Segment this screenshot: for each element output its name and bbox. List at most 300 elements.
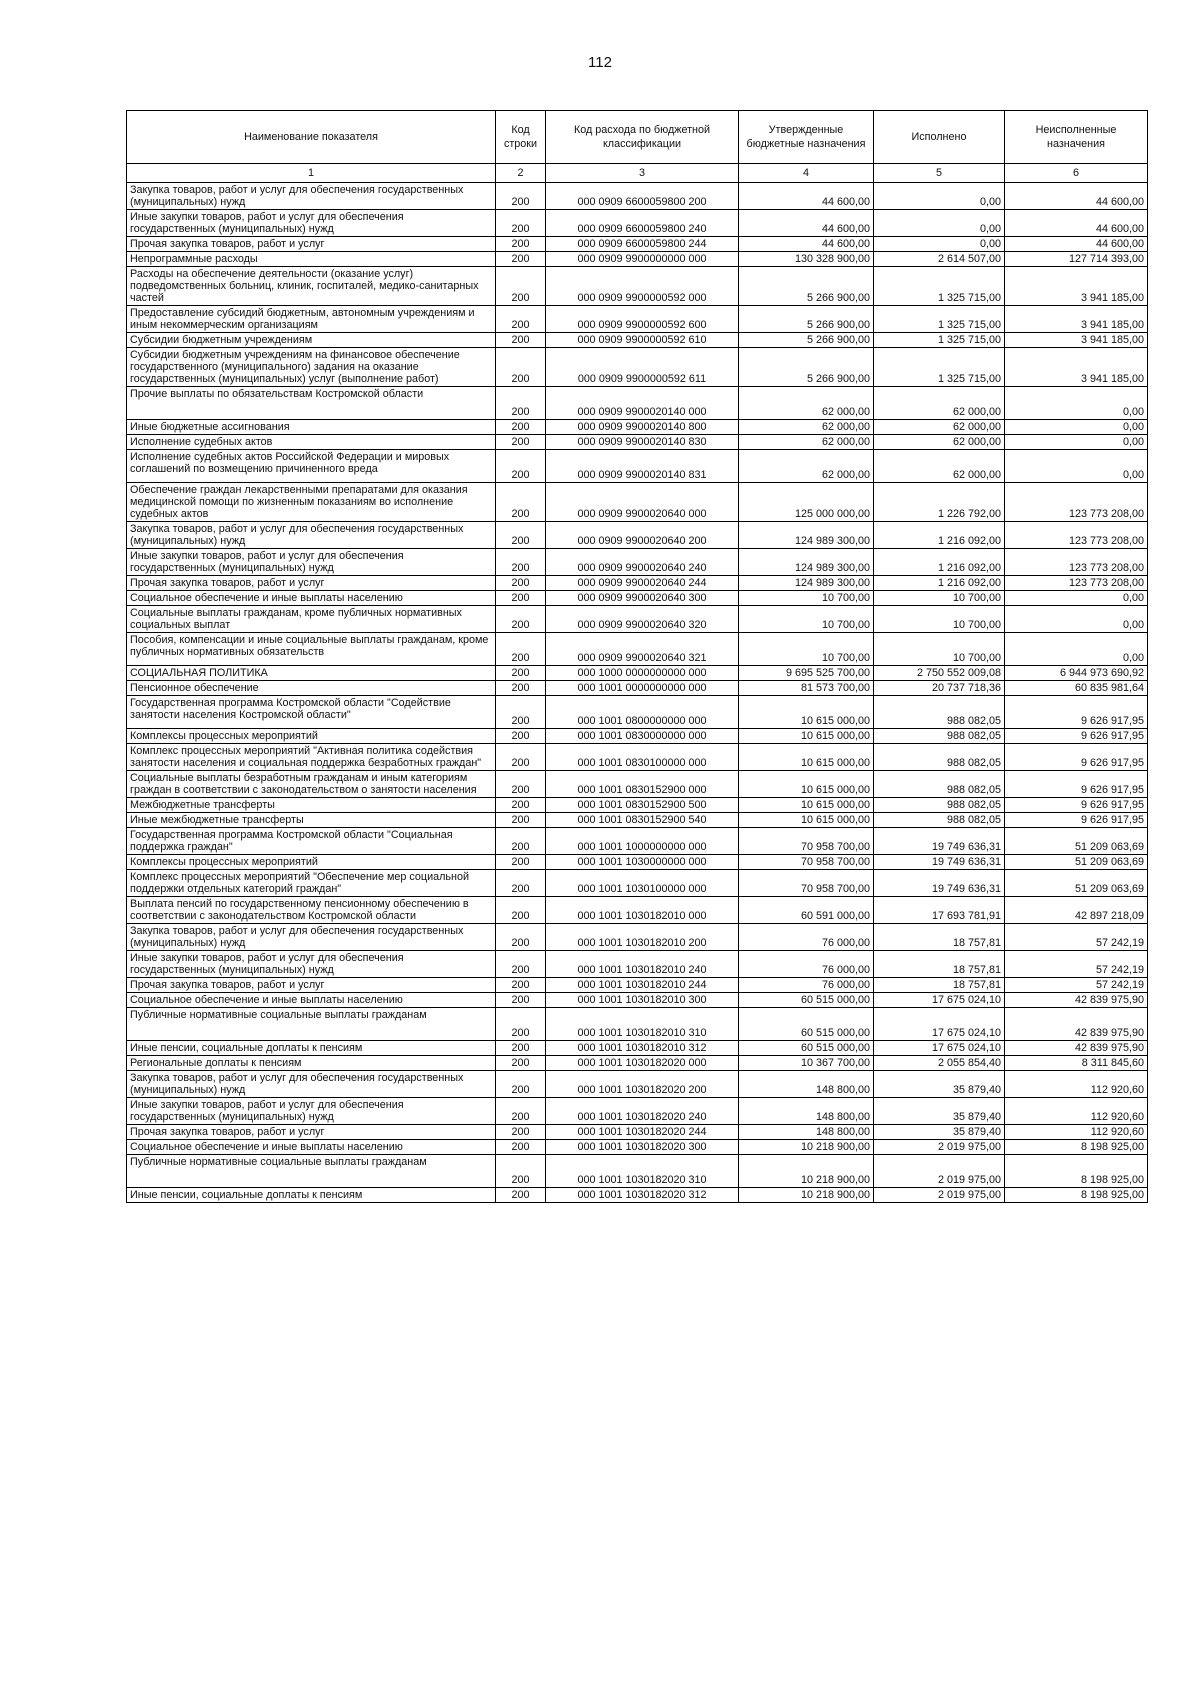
table-row (127, 549, 1148, 576)
row-approved-amount: 124 989 300,00 (739, 522, 874, 549)
row-executed-amount: 19 749 636,31 (874, 870, 1005, 897)
row-executed-amount: 1 216 092,00 (874, 522, 1005, 549)
table-row (127, 993, 1148, 1008)
row-line-code: 200 (496, 1155, 546, 1188)
row-approved-amount: 44 600,00 (739, 237, 874, 252)
row-name: Непрограммные расходы (127, 252, 496, 267)
row-approved-amount: 5 266 900,00 (739, 348, 874, 387)
row-unexecuted-amount: 60 835 981,64 (1005, 681, 1148, 696)
row-approved-amount: 76 000,00 (739, 924, 874, 951)
row-executed-amount: 35 879,40 (874, 1125, 1005, 1140)
row-unexecuted-amount: 9 626 917,95 (1005, 744, 1148, 771)
row-unexecuted-amount: 8 198 925,00 (1005, 1155, 1148, 1188)
row-classification-code: 000 1000 0000000000 000 (546, 666, 739, 681)
row-approved-amount: 10 700,00 (739, 633, 874, 666)
row-unexecuted-amount: 57 242,19 (1005, 924, 1148, 951)
row-unexecuted-amount: 9 626 917,95 (1005, 771, 1148, 798)
table-row (127, 237, 1148, 252)
row-approved-amount: 10 615 000,00 (739, 771, 874, 798)
row-classification-code: 000 0909 9900000592 611 (546, 348, 739, 387)
table-row (127, 1008, 1148, 1041)
row-approved-amount: 60 515 000,00 (739, 993, 874, 1008)
row-line-code: 200 (496, 897, 546, 924)
row-line-code: 200 (496, 813, 546, 828)
row-name: Региональные доплаты к пенсиям (127, 1056, 496, 1071)
table-row (127, 798, 1148, 813)
row-name: Субсидии бюджетным учреждениям (127, 333, 496, 348)
row-executed-amount: 988 082,05 (874, 729, 1005, 744)
table-row (127, 1098, 1148, 1125)
row-line-code: 200 (496, 633, 546, 666)
row-unexecuted-amount: 42 839 975,90 (1005, 1041, 1148, 1056)
row-line-code: 200 (496, 1098, 546, 1125)
row-name: Прочая закупка товаров, работ и услуг (127, 237, 496, 252)
row-name: СОЦИАЛЬНАЯ ПОЛИТИКА (127, 666, 496, 681)
row-executed-amount: 2 055 854,40 (874, 1056, 1005, 1071)
row-unexecuted-amount: 0,00 (1005, 435, 1148, 450)
row-line-code: 200 (496, 387, 546, 420)
row-line-code: 200 (496, 1056, 546, 1071)
row-line-code: 200 (496, 183, 546, 210)
row-name: Выплата пенсий по государственному пенсионному обеспечению в соответствии с законодательством Костромской области (127, 897, 496, 924)
row-executed-amount: 18 757,81 (874, 951, 1005, 978)
row-name: Пособия, компенсации и иные социальные выплаты гражданам, кроме публичных нормативных обязательств (127, 633, 496, 666)
row-name: Исполнение судебных актов Российской Федерации и мировых соглашений по возмещению причиненного вреда (127, 450, 496, 483)
row-executed-amount: 10 700,00 (874, 633, 1005, 666)
row-name: Комплекс процессных мероприятий "Обеспечение мер социальной поддержки отдельных категорий граждан" (127, 870, 496, 897)
row-executed-amount: 1 325 715,00 (874, 333, 1005, 348)
row-classification-code: 000 0909 9900000592 600 (546, 306, 739, 333)
table-row (127, 348, 1148, 387)
row-classification-code: 000 0909 9900020640 000 (546, 483, 739, 522)
row-unexecuted-amount: 6 944 973 690,92 (1005, 666, 1148, 681)
row-classification-code: 000 0909 9900020140 830 (546, 435, 739, 450)
row-approved-amount: 130 328 900,00 (739, 252, 874, 267)
budget-execution-table (126, 110, 1148, 1203)
row-approved-amount: 62 000,00 (739, 387, 874, 420)
row-classification-code: 000 0909 6600059800 240 (546, 210, 739, 237)
row-line-code: 200 (496, 252, 546, 267)
column-number: 1 (127, 164, 496, 183)
row-line-code: 200 (496, 483, 546, 522)
row-approved-amount: 5 266 900,00 (739, 306, 874, 333)
row-name: Социальное обеспечение и иные выплаты населению (127, 993, 496, 1008)
table-row (127, 696, 1148, 729)
header-line-code: Код строки (496, 111, 546, 164)
row-unexecuted-amount: 123 773 208,00 (1005, 576, 1148, 591)
row-executed-amount: 1 325 715,00 (874, 306, 1005, 333)
row-executed-amount: 18 757,81 (874, 924, 1005, 951)
row-executed-amount: 62 000,00 (874, 387, 1005, 420)
table-row (127, 828, 1148, 855)
row-executed-amount: 18 757,81 (874, 978, 1005, 993)
row-name: Прочая закупка товаров, работ и услуг (127, 1125, 496, 1140)
table-body (127, 183, 1148, 1203)
row-classification-code: 000 1001 1030182010 310 (546, 1008, 739, 1041)
header-indicator-name: Наименование показателя (127, 111, 496, 164)
row-line-code: 200 (496, 210, 546, 237)
table-row (127, 1071, 1148, 1098)
row-approved-amount: 62 000,00 (739, 420, 874, 435)
row-unexecuted-amount: 112 920,60 (1005, 1098, 1148, 1125)
row-executed-amount: 10 700,00 (874, 591, 1005, 606)
row-approved-amount: 5 266 900,00 (739, 267, 874, 306)
row-classification-code: 000 1001 1030000000 000 (546, 855, 739, 870)
row-name: Предоставление субсидий бюджетным, автономным учреждениям и иным некоммерческим организациям (127, 306, 496, 333)
table-row (127, 306, 1148, 333)
row-classification-code: 000 1001 1030182020 000 (546, 1056, 739, 1071)
row-executed-amount: 2 019 975,00 (874, 1155, 1005, 1188)
row-name: Иные закупки товаров, работ и услуг для обеспечения государственных (муниципальных) нужд (127, 210, 496, 237)
row-approved-amount: 124 989 300,00 (739, 549, 874, 576)
row-executed-amount: 17 675 024,10 (874, 1041, 1005, 1056)
table-row (127, 897, 1148, 924)
row-line-code: 200 (496, 1008, 546, 1041)
row-classification-code: 000 1001 1030182020 312 (546, 1188, 739, 1203)
row-line-code: 200 (496, 267, 546, 306)
row-unexecuted-amount: 9 626 917,95 (1005, 729, 1148, 744)
row-approved-amount: 10 615 000,00 (739, 813, 874, 828)
row-unexecuted-amount: 112 920,60 (1005, 1071, 1148, 1098)
row-line-code: 200 (496, 729, 546, 744)
row-name: Закупка товаров, работ и услуг для обеспечения государственных (муниципальных) нужд (127, 924, 496, 951)
row-unexecuted-amount: 9 626 917,95 (1005, 696, 1148, 729)
row-line-code: 200 (496, 924, 546, 951)
table-row (127, 1056, 1148, 1071)
page-number: 112 (588, 54, 612, 71)
row-name: Прочая закупка товаров, работ и услуг (127, 978, 496, 993)
row-unexecuted-amount: 42 839 975,90 (1005, 993, 1148, 1008)
row-approved-amount: 148 800,00 (739, 1098, 874, 1125)
header-approved: Утвержденные бюджетные назначения (739, 111, 874, 164)
row-classification-code: 000 0909 9900000592 610 (546, 333, 739, 348)
row-approved-amount: 10 218 900,00 (739, 1140, 874, 1155)
row-approved-amount: 62 000,00 (739, 435, 874, 450)
row-approved-amount: 44 600,00 (739, 210, 874, 237)
row-executed-amount: 35 879,40 (874, 1098, 1005, 1125)
row-approved-amount: 148 800,00 (739, 1125, 874, 1140)
row-line-code: 200 (496, 993, 546, 1008)
table-row (127, 333, 1148, 348)
row-executed-amount: 1 325 715,00 (874, 348, 1005, 387)
row-executed-amount: 20 737 718,36 (874, 681, 1005, 696)
table-row (127, 633, 1148, 666)
row-unexecuted-amount: 44 600,00 (1005, 237, 1148, 252)
row-line-code: 200 (496, 237, 546, 252)
header-executed: Исполнено (874, 111, 1005, 164)
row-line-code: 200 (496, 306, 546, 333)
row-approved-amount: 10 218 900,00 (739, 1155, 874, 1188)
column-number: 3 (546, 164, 739, 183)
row-name: Комплексы процессных мероприятий (127, 729, 496, 744)
row-classification-code: 000 1001 1030100000 000 (546, 870, 739, 897)
table-row (127, 729, 1148, 744)
row-executed-amount: 2 614 507,00 (874, 252, 1005, 267)
row-unexecuted-amount: 0,00 (1005, 633, 1148, 666)
row-line-code: 200 (496, 681, 546, 696)
row-approved-amount: 125 000 000,00 (739, 483, 874, 522)
table-row (127, 870, 1148, 897)
row-unexecuted-amount: 9 626 917,95 (1005, 813, 1148, 828)
row-classification-code: 000 0909 9900020640 240 (546, 549, 739, 576)
row-classification-code: 000 1001 0830000000 000 (546, 729, 739, 744)
row-line-code: 200 (496, 666, 546, 681)
row-line-code: 200 (496, 333, 546, 348)
row-name: Иные бюджетные ассигнования (127, 420, 496, 435)
table-row (127, 1155, 1148, 1188)
row-classification-code: 000 1001 0830152900 500 (546, 798, 739, 813)
table-column-numbers-row (127, 164, 1148, 183)
row-unexecuted-amount: 0,00 (1005, 606, 1148, 633)
row-name: Иные закупки товаров, работ и услуг для обеспечения государственных (муниципальных) нужд (127, 1098, 496, 1125)
row-executed-amount: 1 226 792,00 (874, 483, 1005, 522)
row-executed-amount: 2 019 975,00 (874, 1188, 1005, 1203)
row-unexecuted-amount: 51 209 063,69 (1005, 828, 1148, 855)
row-unexecuted-amount: 0,00 (1005, 420, 1148, 435)
row-classification-code: 000 1001 0800000000 000 (546, 696, 739, 729)
row-line-code: 200 (496, 435, 546, 450)
row-line-code: 200 (496, 450, 546, 483)
row-approved-amount: 60 515 000,00 (739, 1041, 874, 1056)
row-executed-amount: 19 749 636,31 (874, 855, 1005, 870)
row-line-code: 200 (496, 696, 546, 729)
row-approved-amount: 10 367 700,00 (739, 1056, 874, 1071)
row-classification-code: 000 0909 9900020640 200 (546, 522, 739, 549)
row-unexecuted-amount: 127 714 393,00 (1005, 252, 1148, 267)
row-executed-amount: 2 750 552 009,08 (874, 666, 1005, 681)
row-approved-amount: 5 266 900,00 (739, 333, 874, 348)
row-approved-amount: 124 989 300,00 (739, 576, 874, 591)
row-executed-amount: 35 879,40 (874, 1071, 1005, 1098)
row-unexecuted-amount: 3 941 185,00 (1005, 333, 1148, 348)
table-row (127, 1188, 1148, 1203)
table-row (127, 576, 1148, 591)
row-unexecuted-amount: 0,00 (1005, 387, 1148, 420)
row-unexecuted-amount: 123 773 208,00 (1005, 483, 1148, 522)
row-name: Социальное обеспечение и иные выплаты населению (127, 591, 496, 606)
table-row (127, 450, 1148, 483)
table-row (127, 978, 1148, 993)
row-line-code: 200 (496, 870, 546, 897)
row-approved-amount: 70 958 700,00 (739, 870, 874, 897)
row-unexecuted-amount: 51 209 063,69 (1005, 870, 1148, 897)
row-classification-code: 000 1001 0830152900 540 (546, 813, 739, 828)
row-executed-amount: 988 082,05 (874, 771, 1005, 798)
column-number: 5 (874, 164, 1005, 183)
row-executed-amount: 0,00 (874, 237, 1005, 252)
row-unexecuted-amount: 123 773 208,00 (1005, 522, 1148, 549)
table-row (127, 183, 1148, 210)
table-row (127, 267, 1148, 306)
row-classification-code: 000 0909 9900020640 320 (546, 606, 739, 633)
row-name: Иные закупки товаров, работ и услуг для обеспечения государственных (муниципальных) нужд (127, 951, 496, 978)
row-unexecuted-amount: 42 839 975,90 (1005, 1008, 1148, 1041)
row-executed-amount: 2 019 975,00 (874, 1140, 1005, 1155)
row-approved-amount: 60 591 000,00 (739, 897, 874, 924)
row-line-code: 200 (496, 1071, 546, 1098)
row-approved-amount: 60 515 000,00 (739, 1008, 874, 1041)
row-approved-amount: 76 000,00 (739, 951, 874, 978)
row-name: Иные пенсии, социальные доплаты к пенсиям (127, 1188, 496, 1203)
row-line-code: 200 (496, 549, 546, 576)
row-unexecuted-amount: 0,00 (1005, 591, 1148, 606)
table-row (127, 1041, 1148, 1056)
row-name: Государственная программа Костромской области "Содействие занятости населения Костромской области" (127, 696, 496, 729)
row-approved-amount: 10 615 000,00 (739, 729, 874, 744)
row-name: Иные закупки товаров, работ и услуг для обеспечения государственных (муниципальных) нужд (127, 549, 496, 576)
row-unexecuted-amount: 123 773 208,00 (1005, 549, 1148, 576)
row-classification-code: 000 1001 0830152900 000 (546, 771, 739, 798)
row-line-code: 200 (496, 1140, 546, 1155)
row-name: Социальное обеспечение и иные выплаты населению (127, 1140, 496, 1155)
row-executed-amount: 10 700,00 (874, 606, 1005, 633)
row-classification-code: 000 1001 1030182020 244 (546, 1125, 739, 1140)
row-approved-amount: 10 700,00 (739, 591, 874, 606)
row-unexecuted-amount: 57 242,19 (1005, 978, 1148, 993)
row-unexecuted-amount: 3 941 185,00 (1005, 267, 1148, 306)
row-approved-amount: 148 800,00 (739, 1071, 874, 1098)
row-name: Социальные выплаты безработным гражданам и иным категориям граждан в соответствии с законодательством о занятости населения (127, 771, 496, 798)
row-unexecuted-amount: 0,00 (1005, 450, 1148, 483)
row-unexecuted-amount: 8 311 845,60 (1005, 1056, 1148, 1071)
row-unexecuted-amount: 8 198 925,00 (1005, 1188, 1148, 1203)
row-classification-code: 000 1001 1030182010 000 (546, 897, 739, 924)
row-line-code: 200 (496, 771, 546, 798)
row-name: Прочие выплаты по обязательствам Костромской области (127, 387, 496, 420)
row-classification-code: 000 0909 9900020640 321 (546, 633, 739, 666)
column-number: 6 (1005, 164, 1148, 183)
row-executed-amount: 17 693 781,91 (874, 897, 1005, 924)
row-unexecuted-amount: 9 626 917,95 (1005, 798, 1148, 813)
row-unexecuted-amount: 3 941 185,00 (1005, 306, 1148, 333)
row-unexecuted-amount: 112 920,60 (1005, 1125, 1148, 1140)
row-executed-amount: 19 749 636,31 (874, 828, 1005, 855)
row-classification-code: 000 0909 9900020140 800 (546, 420, 739, 435)
row-approved-amount: 44 600,00 (739, 183, 874, 210)
row-name: Обеспечение граждан лекарственными препаратами для оказания медицинской помощи по жизненным показаниям во исполнение судебных актов (127, 483, 496, 522)
row-line-code: 200 (496, 951, 546, 978)
row-executed-amount: 988 082,05 (874, 744, 1005, 771)
row-approved-amount: 10 615 000,00 (739, 696, 874, 729)
row-unexecuted-amount: 3 941 185,00 (1005, 348, 1148, 387)
table-row (127, 387, 1148, 420)
row-unexecuted-amount: 8 198 925,00 (1005, 1140, 1148, 1155)
row-classification-code: 000 1001 1030182010 200 (546, 924, 739, 951)
row-classification-code: 000 0909 9900020640 244 (546, 576, 739, 591)
row-name: Комплексы процессных мероприятий (127, 855, 496, 870)
table-row (127, 591, 1148, 606)
row-classification-code: 000 0909 9900000000 000 (546, 252, 739, 267)
table-row (127, 483, 1148, 522)
row-name: Прочая закупка товаров, работ и услуг (127, 576, 496, 591)
header-unexecuted: Неисполненные назначения (1005, 111, 1148, 164)
row-unexecuted-amount: 51 209 063,69 (1005, 855, 1148, 870)
row-classification-code: 000 1001 1030182020 240 (546, 1098, 739, 1125)
table-row (127, 606, 1148, 633)
table-row (127, 681, 1148, 696)
row-line-code: 200 (496, 798, 546, 813)
row-executed-amount: 1 325 715,00 (874, 267, 1005, 306)
row-executed-amount: 62 000,00 (874, 450, 1005, 483)
table-row (127, 744, 1148, 771)
row-line-code: 200 (496, 576, 546, 591)
row-name: Публичные нормативные социальные выплаты гражданам (127, 1155, 496, 1188)
row-name: Государственная программа Костромской области "Социальная поддержка граждан" (127, 828, 496, 855)
row-classification-code: 000 1001 1030182010 244 (546, 978, 739, 993)
row-executed-amount: 17 675 024,10 (874, 1008, 1005, 1041)
row-unexecuted-amount: 44 600,00 (1005, 210, 1148, 237)
table-row (127, 813, 1148, 828)
table-row (127, 666, 1148, 681)
row-line-code: 200 (496, 744, 546, 771)
row-approved-amount: 76 000,00 (739, 978, 874, 993)
row-classification-code: 000 1001 0000000000 000 (546, 681, 739, 696)
row-approved-amount: 10 700,00 (739, 606, 874, 633)
table-row (127, 1125, 1148, 1140)
row-name: Иные межбюджетные трансферты (127, 813, 496, 828)
row-classification-code: 000 1001 1030182010 300 (546, 993, 739, 1008)
row-line-code: 200 (496, 855, 546, 870)
row-executed-amount: 1 216 092,00 (874, 576, 1005, 591)
row-approved-amount: 10 218 900,00 (739, 1188, 874, 1203)
row-name: Пенсионное обеспечение (127, 681, 496, 696)
table-row (127, 435, 1148, 450)
row-executed-amount: 1 216 092,00 (874, 549, 1005, 576)
row-executed-amount: 17 675 024,10 (874, 993, 1005, 1008)
table-row (127, 1140, 1148, 1155)
row-name: Комплекс процессных мероприятий "Активная политика содействия занятости населения и социальная поддержка безработных граждан" (127, 744, 496, 771)
row-line-code: 200 (496, 1125, 546, 1140)
table-row (127, 210, 1148, 237)
row-name: Закупка товаров, работ и услуг для обеспечения государственных (муниципальных) нужд (127, 1071, 496, 1098)
row-line-code: 200 (496, 522, 546, 549)
row-name: Межбюджетные трансферты (127, 798, 496, 813)
row-classification-code: 000 0909 9900020140 831 (546, 450, 739, 483)
row-name: Закупка товаров, работ и услуг для обеспечения государственных (муниципальных) нужд (127, 183, 496, 210)
row-name: Субсидии бюджетным учреждениям на финансовое обеспечение государственного (муниципального) задания на оказание государственных (муниципальных) услуг (выполнение работ) (127, 348, 496, 387)
row-executed-amount: 62 000,00 (874, 435, 1005, 450)
row-name: Исполнение судебных актов (127, 435, 496, 450)
row-classification-code: 000 0909 6600059800 200 (546, 183, 739, 210)
row-classification-code: 000 0909 6600059800 244 (546, 237, 739, 252)
row-classification-code: 000 1001 1030182010 312 (546, 1041, 739, 1056)
row-classification-code: 000 1001 1030182020 200 (546, 1071, 739, 1098)
row-classification-code: 000 1001 0830100000 000 (546, 744, 739, 771)
row-name: Иные пенсии, социальные доплаты к пенсиям (127, 1041, 496, 1056)
table-row (127, 771, 1148, 798)
row-classification-code: 000 1001 1030182020 310 (546, 1155, 739, 1188)
row-executed-amount: 62 000,00 (874, 420, 1005, 435)
row-name: Закупка товаров, работ и услуг для обеспечения государственных (муниципальных) нужд (127, 522, 496, 549)
row-classification-code: 000 1001 1030182010 240 (546, 951, 739, 978)
row-approved-amount: 10 615 000,00 (739, 798, 874, 813)
row-line-code: 200 (496, 348, 546, 387)
row-approved-amount: 70 958 700,00 (739, 855, 874, 870)
table-row (127, 924, 1148, 951)
row-line-code: 200 (496, 978, 546, 993)
row-approved-amount: 10 615 000,00 (739, 744, 874, 771)
row-executed-amount: 988 082,05 (874, 798, 1005, 813)
row-name: Расходы на обеспечение деятельности (оказание услуг) подведомственных больниц, клиник, госпиталей, медико-санитарных частей (127, 267, 496, 306)
row-unexecuted-amount: 44 600,00 (1005, 183, 1148, 210)
table-row (127, 855, 1148, 870)
row-line-code: 200 (496, 606, 546, 633)
row-unexecuted-amount: 57 242,19 (1005, 951, 1148, 978)
row-line-code: 200 (496, 1041, 546, 1056)
row-executed-amount: 0,00 (874, 183, 1005, 210)
row-name: Социальные выплаты гражданам, кроме публичных нормативных социальных выплат (127, 606, 496, 633)
row-approved-amount: 81 573 700,00 (739, 681, 874, 696)
